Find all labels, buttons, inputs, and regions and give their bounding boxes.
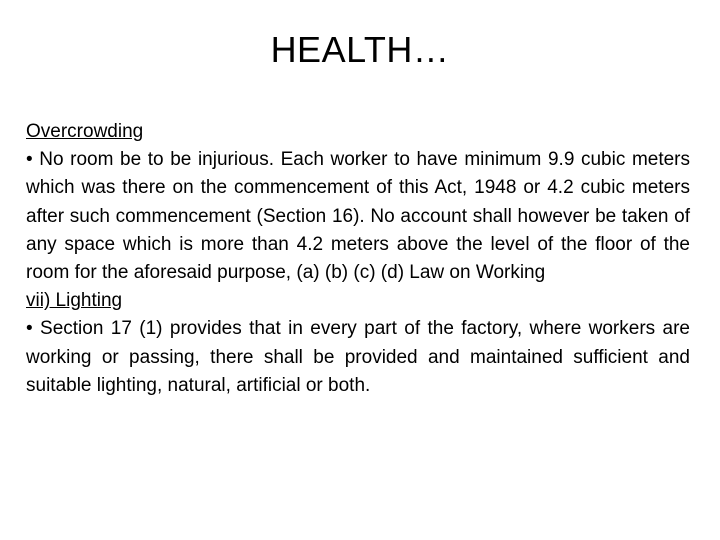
bullet-icon: •: [26, 149, 33, 171]
section-heading-lighting: vii) Lighting: [26, 290, 123, 312]
bullet-paragraph-overcrowding: [26, 146, 690, 287]
bullet-text-overcrowding: No room be to be injurious. Each worker to have minimum 9.9 cubic meters which was there on the commencement of this Act, 1948 or 4.2 cubic meters after such commencement (Section 16). No account shall however be taken of any space which is more than 4.2 meters above the level of the floor of the room for the aforesaid purpose, (a) (b) (c) (d) Law on Working: [26, 149, 691, 284]
section-heading-overcrowding: Overcrowding: [26, 121, 144, 142]
slide-title: HEALTH…: [270, 29, 450, 70]
bullet-text-lighting: Section 17 (1) provides that in every part of the factory, where workers are working or passing, there shall be provided and maintained sufficient and suitable lighting, natural, artificial or both.: [26, 318, 690, 396]
slide-body: [26, 118, 690, 400]
bullet-paragraph-lighting: [26, 315, 690, 400]
bullet-icon: •: [26, 318, 33, 340]
